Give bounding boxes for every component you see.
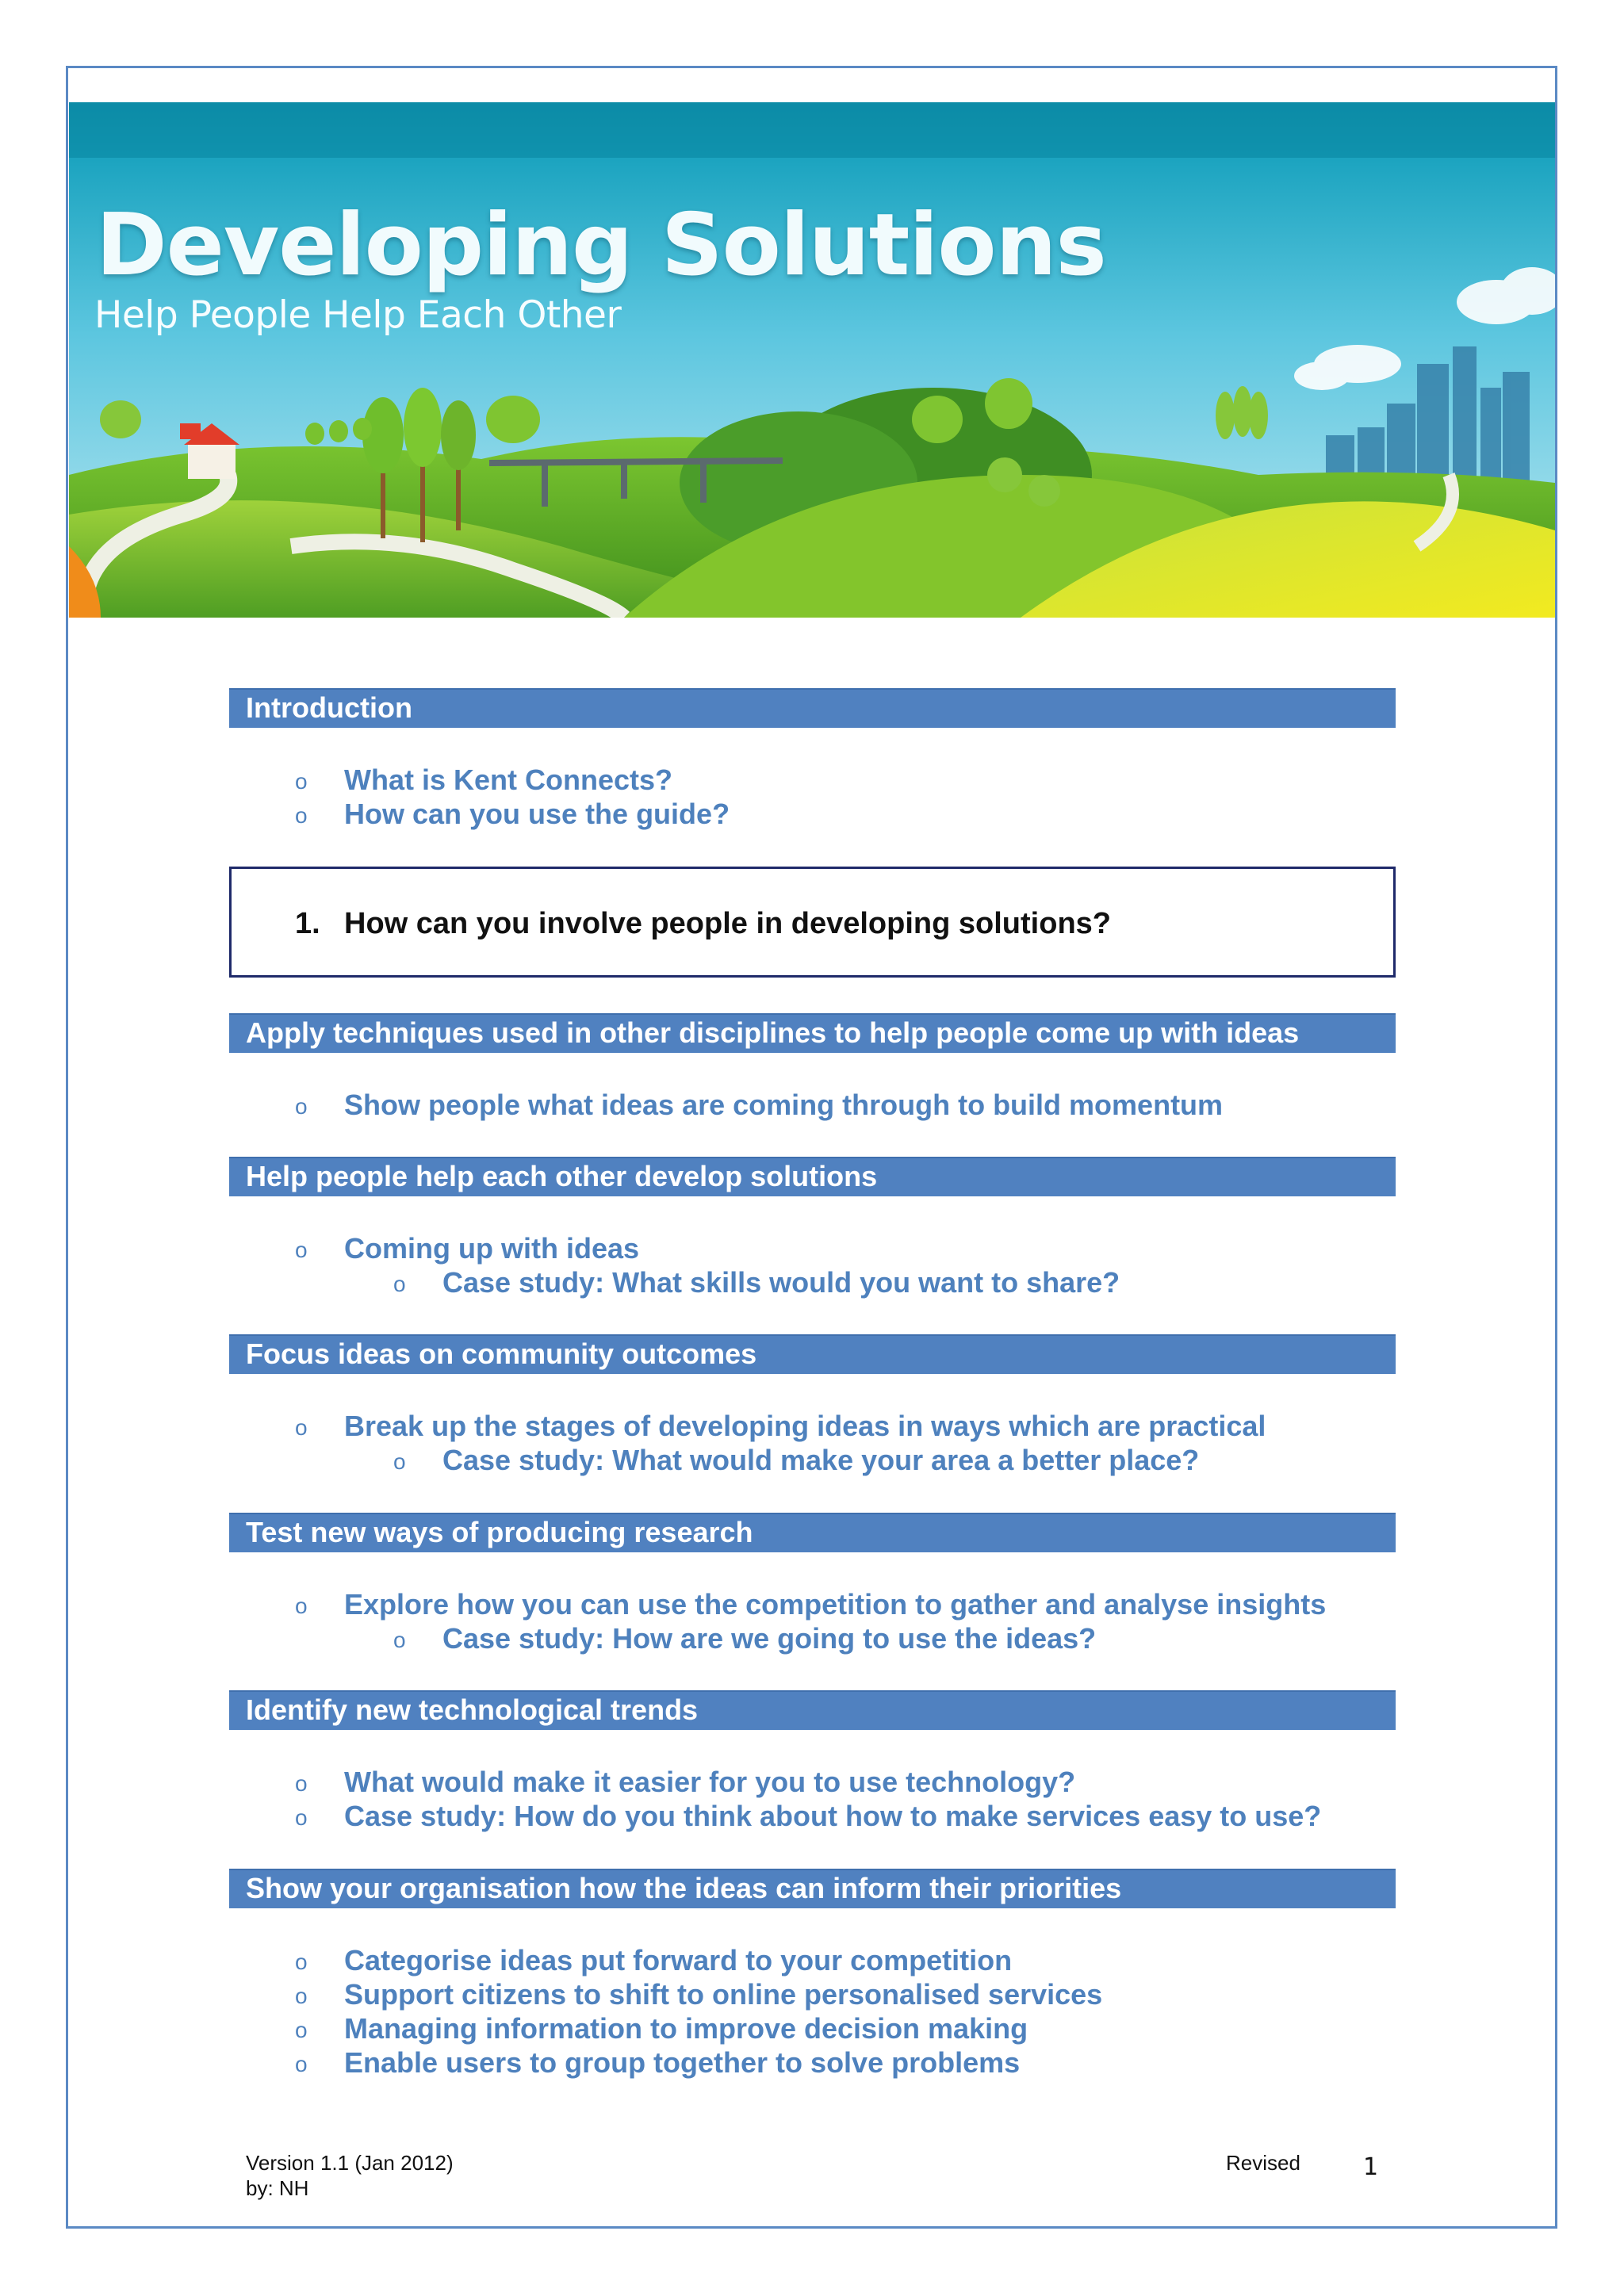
question-box — [229, 867, 1396, 978]
list-item[interactable]: Show people what ideas are coming through to build momentum — [344, 1089, 1224, 1121]
bullet-icon: o — [295, 2052, 308, 2076]
sub-bullet-icon: o — [393, 1628, 406, 1652]
page-number: 1 — [1363, 2153, 1379, 2181]
bullet-icon: o — [295, 1094, 308, 1119]
section-heading-help-each-other: Help people help each other develop solutions — [229, 1157, 1396, 1196]
section-heading-community-outcomes: Focus ideas on community outcomes — [229, 1334, 1396, 1374]
section-heading-priorities: Show your organisation how the ideas can inform their priorities — [229, 1869, 1396, 1908]
sub-bullet-icon: o — [393, 1272, 406, 1296]
list-item[interactable]: How can you use the guide? — [344, 798, 730, 830]
sub-bullet-icon: o — [393, 1449, 406, 1474]
list-item[interactable]: Categorise ideas put forward to your competition — [344, 1944, 1013, 1976]
section-heading-techniques: Apply techniques used in other disciplines to help people come up with ideas — [229, 1013, 1396, 1053]
footer-revised-by: by: NH — [246, 2176, 309, 2200]
sub-list-item[interactable]: Case study: How are we going to use the ideas? — [442, 1622, 1097, 1655]
question-text[interactable]: How can you involve people in developing solutions? — [344, 907, 1111, 940]
bullet-icon: o — [295, 769, 308, 794]
bullet-icon: o — [295, 1238, 308, 1262]
bullet-icon: o — [295, 2018, 308, 2042]
bullet-icon: o — [295, 1984, 308, 2008]
sub-list-item[interactable]: Case study: What skills would you want to share? — [442, 1266, 1120, 1299]
section-heading-introduction: Introduction — [229, 688, 1396, 728]
bullet-icon: o — [295, 1771, 308, 1796]
banner-subtitle: Help People Help Each Other — [94, 293, 622, 337]
question-number: 1. — [295, 907, 320, 940]
bullet-icon: o — [295, 1415, 308, 1440]
list-item[interactable]: What would make it easier for you to use technology? — [344, 1766, 1076, 1798]
list-item[interactable]: What is Kent Connects? — [344, 763, 673, 796]
list-item[interactable]: Case study: How do you think about how to make services easy to use? — [344, 1800, 1322, 1832]
bullet-icon: o — [295, 803, 308, 828]
list-item[interactable]: Managing information to improve decision making — [344, 2012, 1028, 2045]
section-heading-tech-trends: Identify new technological trends — [229, 1690, 1396, 1730]
sub-list-item[interactable]: Case study: What would make your area a better place? — [442, 1444, 1200, 1476]
bullet-icon: o — [295, 1950, 308, 1974]
bullet-icon: o — [295, 1805, 308, 1830]
list-item[interactable]: Support citizens to shift to online personalised services — [344, 1978, 1103, 2011]
bullet-icon: o — [295, 1594, 308, 1618]
landscape-illustration — [69, 102, 1555, 618]
list-item[interactable]: Coming up with ideas — [344, 1232, 640, 1265]
list-item[interactable]: Break up the stages of developing ideas in ways which are practical — [344, 1410, 1266, 1442]
banner-title: Developing Solutions — [96, 196, 1106, 295]
list-item[interactable]: Explore how you can use the competition to gather and analyse insights — [344, 1588, 1327, 1621]
footer-version: Version 1.1 (Jan 2012) — [246, 2151, 454, 2175]
section-heading-research: Test new ways of producing research — [229, 1513, 1396, 1552]
header-banner — [69, 102, 1555, 618]
list-item[interactable]: Enable users to group together to solve problems — [344, 2046, 1021, 2079]
footer-revised: Revised — [1226, 2151, 1300, 2175]
